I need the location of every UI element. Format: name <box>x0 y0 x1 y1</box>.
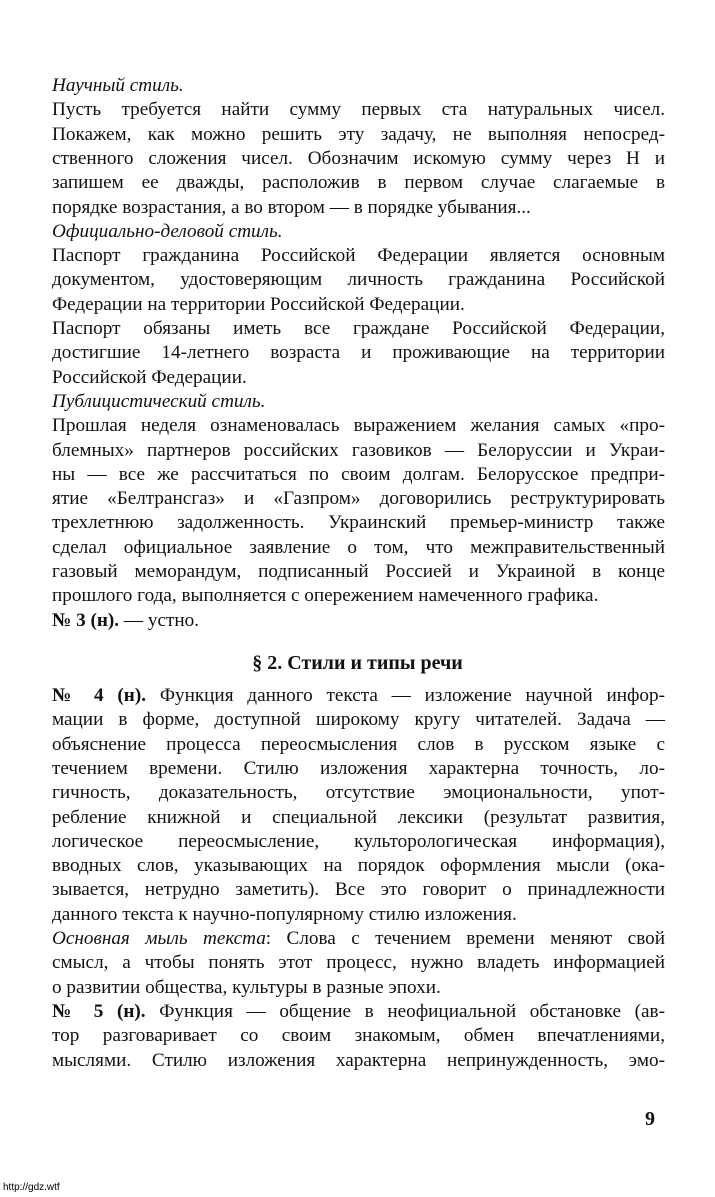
text-line <box>52 976 665 1000</box>
text-line <box>52 806 665 830</box>
line-text: ребление книжной и специальной лексики (результат развития, <box>52 806 665 828</box>
exercise-number: № 4 (н). <box>52 685 147 706</box>
line-text: данного текста к научно-популярному стилю изложения. <box>52 903 517 925</box>
line-text: — устно. <box>119 609 200 631</box>
text-line <box>52 220 665 244</box>
line-text: Российской Федерации. <box>52 366 247 388</box>
line-text: течением времени. Стилю изложения характерна точность, ло- <box>52 757 665 779</box>
line-text: мации в форме, доступной широкому кругу читателей. Задача — <box>52 709 665 731</box>
text-line <box>52 196 665 220</box>
line-text: Федерации на территории Российской Федерации. <box>52 293 465 315</box>
italic-label: Научный стиль. <box>52 75 184 96</box>
text-line <box>52 268 665 292</box>
text-line <box>52 123 665 147</box>
text-line <box>52 147 665 171</box>
text-line <box>52 927 665 951</box>
text-line <box>52 98 665 122</box>
line-text: достигшие 14-летнего возраста и проживающие на территории <box>52 342 665 364</box>
text-line <box>52 511 665 535</box>
text-line <box>52 74 665 98</box>
text-line <box>52 733 665 757</box>
line-text: порядке возрастания, а во втором — в порядке убывания... <box>52 196 531 218</box>
italic-label: Публицистический стиль. <box>52 390 266 412</box>
line-text: Прошлая неделя ознаменовалась выражением желания самых «про- <box>52 415 665 437</box>
text-line <box>52 293 665 317</box>
line-text: трехлетнюю задолженность. Украинский премьер-министр также <box>52 512 665 534</box>
line-text: о развитии общества, культуры в разные эпохи. <box>52 976 441 998</box>
line-text: блемных» партнеров российских газовиков — Белоруссии и Украи- <box>52 439 665 461</box>
line-text: смысл, а чтобы понять этот процесс, нужно владеть информацией <box>52 952 665 974</box>
text-line <box>52 171 665 195</box>
text-line <box>52 584 665 608</box>
text-line <box>52 487 665 511</box>
line-text: : Слова с течением времени меняют свой <box>265 928 665 949</box>
text-line <box>52 341 665 365</box>
line-text: мыслями. Стилю изложения характерна непринужденность, эмо- <box>52 1049 665 1071</box>
text-line <box>52 609 665 633</box>
italic-label: Основная мыль текста <box>52 928 266 949</box>
italic-label: Официально-деловой стиль. <box>52 220 283 242</box>
text-line <box>52 414 665 438</box>
page-number: 9 <box>645 1108 655 1130</box>
text-line <box>52 1049 665 1073</box>
text-line <box>52 951 665 975</box>
text-line <box>52 317 665 341</box>
line-text: логическое переосмысление, культорологическая информация), <box>52 830 665 852</box>
line-text: Функция — общение в неофициальной обстановке (ав- <box>145 1000 665 1022</box>
text-line <box>52 463 665 487</box>
footer-url-link[interactable]: http://gdz.wtf <box>0 1180 63 1195</box>
text-line <box>52 1024 665 1048</box>
line-text: газовый меморандум, подписанный Россией и Украиной в конце <box>52 561 665 582</box>
exercise-number: № 3 (н). <box>52 609 120 631</box>
text-line <box>52 244 665 268</box>
line-text: гичность, доказательность, отсутствие эмоциональности, упот- <box>52 782 665 804</box>
text-line <box>52 1000 665 1024</box>
text-line <box>52 536 665 560</box>
line-text: прошлого года, выполняется с опережением намеченного графика. <box>52 585 599 607</box>
line-text: сделал официальное заявление о том, что межправительственный <box>52 536 665 558</box>
line-text: Паспорт обязаны иметь все граждане Российской Федерации, <box>52 318 665 339</box>
text-line <box>52 830 665 854</box>
line-text: Покажем, как можно решить эту задачу, не выполняя непосред- <box>52 123 665 145</box>
exercise-number: № 5 (н). <box>52 1000 146 1022</box>
text-line <box>52 366 665 390</box>
line-text: ственного сложения чисел. Обозначим искомую сумму через Н и <box>52 147 665 169</box>
text-line <box>52 439 665 463</box>
line-text: ятие «Белтрансгаз» и «Газпром» договорились реструктурировать <box>52 488 665 510</box>
text-line <box>52 878 665 902</box>
text-line <box>52 684 665 708</box>
line-text: тор разговаривает со своим знакомым, обмен впечатлениями, <box>52 1025 665 1047</box>
line-text: объяснение процесса переосмысления слов в русском языке с <box>52 733 665 755</box>
line-text: вводных слов, указывающих на порядок оформления мысли (ока- <box>52 855 665 877</box>
text-line <box>52 708 665 732</box>
text-line <box>52 390 665 414</box>
text-line <box>52 560 665 584</box>
text-line <box>52 903 665 927</box>
line-text: Паспорт гражданина Российской Федерации является основным <box>52 245 665 267</box>
text-line <box>52 781 665 805</box>
text-line <box>52 854 665 878</box>
line-text: ны — все же рассчитаться по своим долгам. Белорусское предпри- <box>52 463 665 485</box>
line-text: Пусть требуется найти сумму первых ста натуральных чисел. <box>52 99 665 121</box>
line-text: запишем ее дважды, расположив в первом случае слагаемые в <box>52 172 665 194</box>
text-line <box>52 757 665 781</box>
line-text: документом, удостоверяющим личность гражданина Российской <box>52 269 665 291</box>
line-text: зывается, нетрудно заметить). Все это говорит о принадлежности <box>52 879 665 901</box>
line-text: Функция данного текста — изложение научной инфор- <box>146 685 665 706</box>
section-heading: § 2. Стили и типы речи <box>252 652 463 674</box>
